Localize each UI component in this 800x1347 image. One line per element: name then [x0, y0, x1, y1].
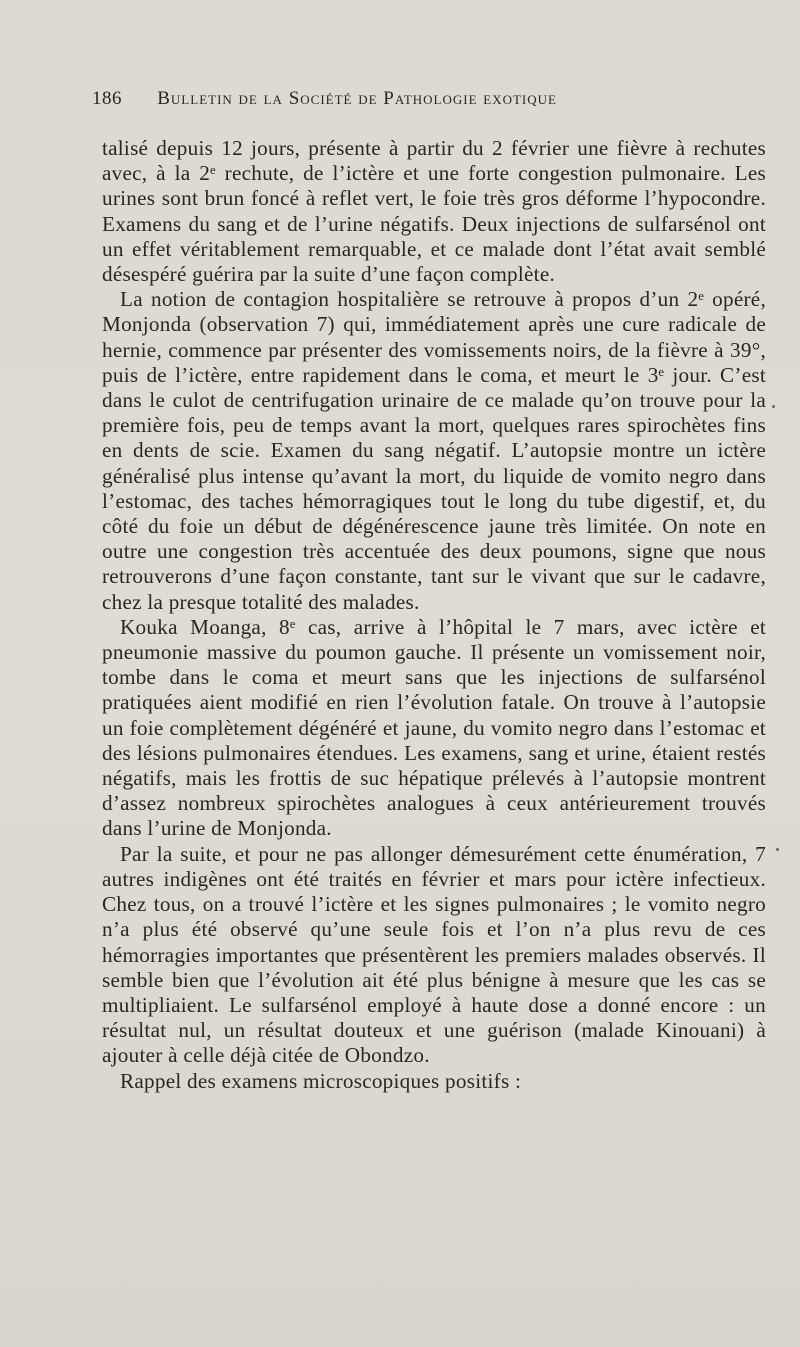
running-header [92, 88, 672, 118]
scan-speck [772, 405, 775, 408]
paragraph-par-la-suite: Par la suite, et pour ne pas allonger démesurément cette énumération, 7 autres indigènes ont été traités en février et mars pour ictère infectieux. Chez tous, on a trouvé l’ictère et les signes pulmonaires ; le vomito negro n’a plus été observé qu’une seule fois et l’on n’a plus revu de ces hémorragies importantes que présentèrent les premiers malades observés. Il semble bien que l’évolution ait été plus bénigne à mesure que les cas se multipliaient. Le sulfarsénol employé à haute dose a donné encore : un résultat nul, un résultat douteux et une guérison (malade Kinouani) à ajouter à celle déjà citée de Obondzo. [102, 841, 766, 1068]
journal-title: Bulletin de la Société de Pathologie exotique [157, 88, 557, 109]
scan-speck [776, 848, 779, 851]
paragraph-rappel: Rappel des examens microscopiques positifs : [120, 1068, 522, 1093]
paragraph-continuation: talisé depuis 12 jours, présente à partir du 2 février une fièvre à rechutes avec, à la 2ᵉ rechute, de l’ictère et une forte congestion pulmonaire. Les urines sont brun foncé à reflet vert, le foie très gros déforme l’hypocondre. Examens du sang et de l’urine négatifs. Deux injections de sulfarsénol ont un effet véritablement remarquable, et ce malade dont l’état avait semblé désespéré guérira par la suite d’une façon complète. [102, 136, 766, 287]
page-number: 186 [92, 88, 122, 109]
paragraph-kouka-moanga: Kouka Moanga, 8ᵉ cas, arrive à l’hôpital le 7 mars, avec ictère et pneumonie massive du poumon gauche. Il présente un vomissement noir, tombe dans le coma et meurt sans que les injections de sulfarsénol pratiquées aient modifié en rien l’évolution fatale. On trouve à l’autopsie un foie complètement dégénéré et jaune, du vomito negro dans l’estomac et des lésions pulmonaires étendues. Les examens, sang et urine, étaient restés négatifs, mais les frottis de suc hépatique prélevés à l’autopsie montrent d’assez nombreux spirochètes analogues à ceux antérieurement trouvés dans l’urine de Monjonda. [102, 614, 766, 841]
paragraph-monjonda: La notion de contagion hospitalière se retrouve à propos d’un 2ᵉ opéré, Monjonda (observation 7) qui, immédiatement après une cure radicale de hernie, commence par présenter des vomissements noirs, de la fièvre à 39°, puis de l’ictère, entre rapidement dans le coma, et meurt le 3ᵉ jour. C’est dans le culot de centrifugation urinaire de ce malade qu’on trouve pour la première fois, peu de temps avant la mort, quelques rares spirochètes fins en dents de scie. Examen du sang négatif. L’autopsie montre un ictère généralisé plus intense qu’avant la mort, du liquide de vomito negro dans l’estomac, des taches hémorragiques tout le long du tube digestif, et, du côté du foie un début de dégénérescence jaune très limitée. On note en outre une congestion très accentuée des deux poumons, signe que nous retrouverons d’une façon constante, tant sur le vivant que sur le cadavre, chez la presque totalité des malades. [102, 287, 766, 614]
body-text [102, 136, 766, 1094]
